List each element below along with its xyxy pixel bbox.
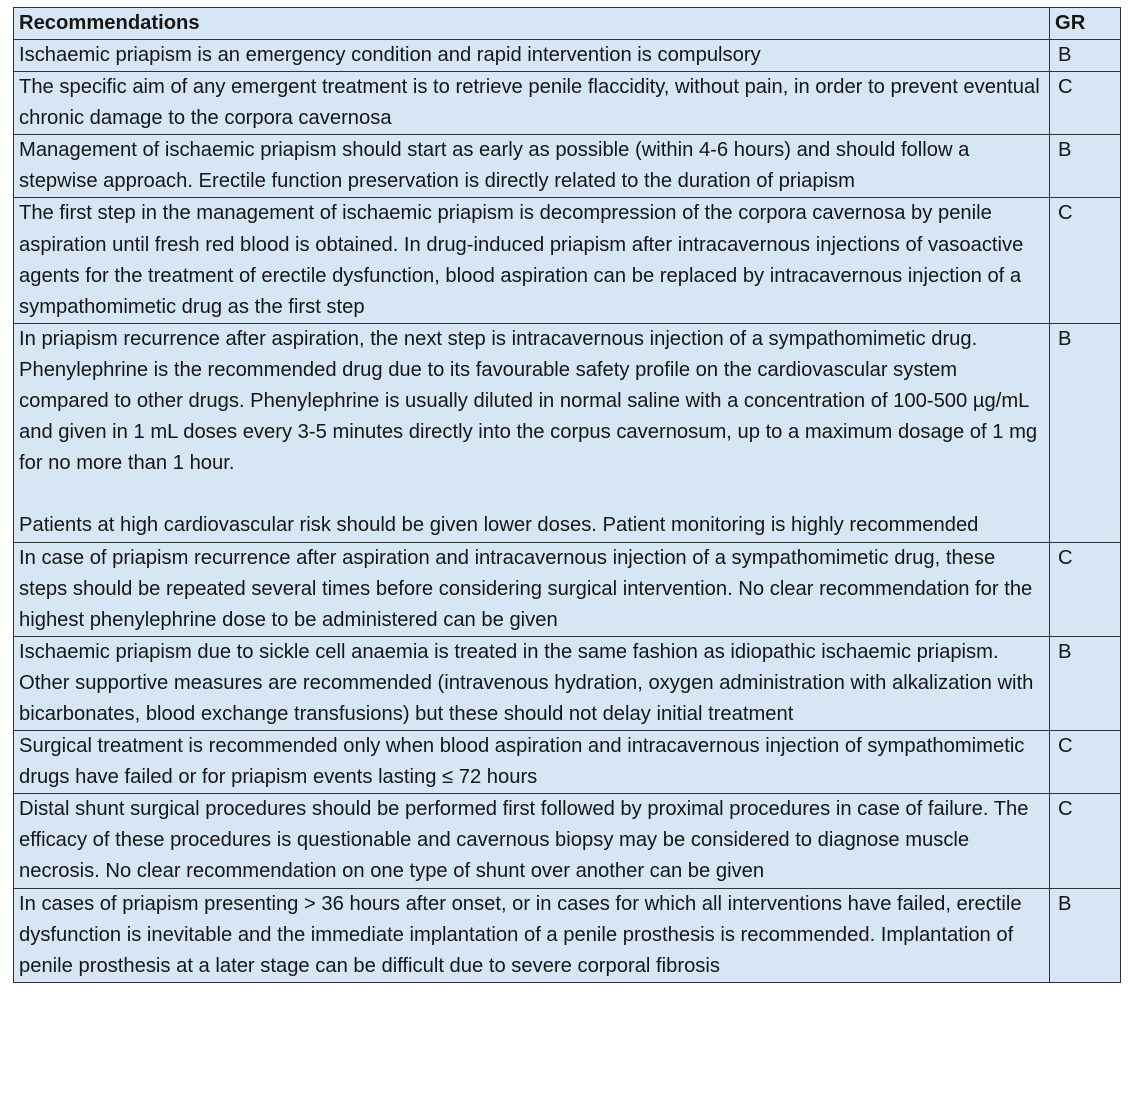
table-row — [14, 731, 1121, 794]
recommendations-table — [13, 7, 1121, 983]
recommendation-cell: The first step in the management of ischaemic priapism is decompression of the corpora cavernosa by penile aspiration until fresh red blood is obtained. In drug-induced priapism after intracavernous injections of vasoactive agents for the treatment of erectile dysfunction, blood aspiration can be replaced by intracavernous injection of a sympathomimetic drug as the first step — [14, 198, 1050, 323]
recommendation-cell: In priapism recurrence after aspiration, the next step is intracavernous injection of a sympathomimetic drug. Phenylephrine is the recommended drug due to its favourable safety profile on the cardiovascular system compared to other drugs. Phenylephrine is usually diluted in normal saline with a concentration of 100-500 µg/mL and given in 1 mL doses every 3-5 minutes directly into the corpus cavernosum, up to a maximum dosage of 1 mg for no more than 1 hour. Patients at high cardiovascular risk should be given lower doses. Patient monitoring is highly recommended — [14, 323, 1050, 542]
grade-cell: B — [1050, 135, 1121, 198]
header-recommendations: Recommendations — [14, 8, 1050, 40]
grade-cell: C — [1050, 794, 1121, 888]
grade-cell: C — [1050, 731, 1121, 794]
grade-cell: C — [1050, 198, 1121, 323]
header-grade: GR — [1050, 8, 1121, 40]
table-row — [14, 72, 1121, 135]
recommendation-cell: In cases of priapism presenting > 36 hours after onset, or in cases for which all interventions have failed, erectile dysfunction is inevitable and the immediate implantation of a penile prosthesis is recommended. Implantation of penile prosthesis at a later stage can be difficult due to severe corporal fibrosis — [14, 888, 1050, 982]
table-row — [14, 198, 1121, 323]
table-header-row — [14, 8, 1121, 40]
table-row — [14, 40, 1121, 72]
recommendation-cell: Ischaemic priapism due to sickle cell anaemia is treated in the same fashion as idiopathic ischaemic priapism. Other supportive measures are recommended (intravenous hydration, oxygen administration with alkalization with bicarbonates, blood exchange transfusions) but these should not delay initial treatment — [14, 636, 1050, 730]
recommendation-cell: The specific aim of any emergent treatment is to retrieve penile flaccidity, without pain, in order to prevent eventual chronic damage to the corpora cavernosa — [14, 72, 1050, 135]
recommendation-cell: Management of ischaemic priapism should start as early as possible (within 4-6 hours) and should follow a stepwise approach. Erectile function preservation is directly related to the duration of priapism — [14, 135, 1050, 198]
table-row — [14, 888, 1121, 982]
recommendation-cell: Surgical treatment is recommended only when blood aspiration and intracavernous injection of sympathomimetic drugs have failed or for priapism events lasting ≤ 72 hours — [14, 731, 1050, 794]
recommendation-cell: In case of priapism recurrence after aspiration and intracavernous injection of a sympathomimetic drug, these steps should be repeated several times before considering surgical intervention. No clear recommendation for the highest phenylephrine dose to be administered can be given — [14, 542, 1050, 636]
recommendation-cell: Ischaemic priapism is an emergency condition and rapid intervention is compulsory — [14, 40, 1050, 72]
table-row — [14, 794, 1121, 888]
recommendations-table-container — [13, 7, 1120, 983]
grade-cell: B — [1050, 323, 1121, 542]
table-row — [14, 135, 1121, 198]
recommendation-cell: Distal shunt surgical procedures should be performed first followed by proximal procedures in case of failure. The efficacy of these procedures is questionable and cavernous biopsy may be considered to diagnose muscle necrosis. No clear recommendation on one type of shunt over another can be given — [14, 794, 1050, 888]
table-row — [14, 636, 1121, 730]
grade-cell: C — [1050, 542, 1121, 636]
table-row — [14, 323, 1121, 542]
grade-cell: C — [1050, 72, 1121, 135]
table-row — [14, 542, 1121, 636]
grade-cell: B — [1050, 40, 1121, 72]
grade-cell: B — [1050, 888, 1121, 982]
grade-cell: B — [1050, 636, 1121, 730]
